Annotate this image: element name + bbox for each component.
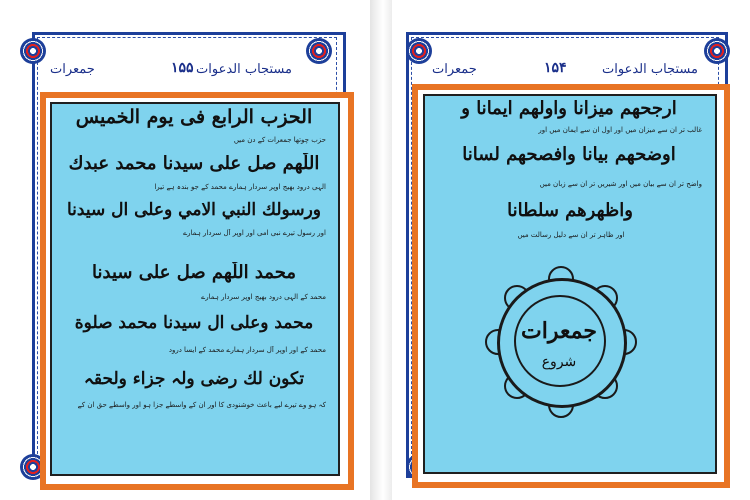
corner-flower-icon [704, 38, 730, 64]
arabic-line: واظھرھم سلطانا [507, 200, 633, 221]
day-label: جمعرات [432, 62, 477, 77]
book-gutter [370, 0, 392, 500]
translation-line: کہ ہو وے تیرے لیے باعث خوشنودی کا اور ان کے واسطے جزا ہو اور واسطے حق ان کے [77, 401, 326, 409]
corner-flower-icon [20, 38, 46, 64]
medallion-title: جمعرات [521, 318, 597, 344]
arabic-line: اللّٰھم صل علی سیدنا محمد عبدك [68, 153, 320, 174]
running-header-title: مستجاب الدعوات [602, 62, 698, 77]
translation-line: الہی درود بھیج اوپر سردار ہمارے محمد کے جو بندہ ہے تیرا [154, 183, 326, 191]
page-number: ۱۵۴ [544, 60, 567, 76]
running-header-title: مستجاب الدعوات [196, 62, 292, 77]
translation-line: محمد کے اور اوپر آل سردار ہمارے محمد کے ایسا درود [168, 346, 326, 354]
arabic-line: تكون لك رضى ولہ جزاء ولحقہ [83, 369, 305, 389]
arabic-line: محمد وعلی ال سیدنا محمد صلوة [74, 313, 314, 333]
corner-flower-icon [306, 38, 332, 64]
medallion-subtitle: شروع [541, 354, 577, 370]
arabic-line: محمد اللّٰھم صل علی سیدنا [92, 262, 296, 283]
arabic-line: ورسولك النبي الامي وعلى ال سيدنا [66, 200, 321, 220]
day-label: جمعرات [50, 62, 95, 77]
arabic-line: اوضحھم بیانا وافصحھم لسانا [462, 144, 676, 165]
translation-line: محمد کے الہی درود بھیج اوپر سردار ہمارے [201, 293, 326, 301]
translation-line: اور رسول تیرے نبی امی اور اوپر آل سردار ہمارے [183, 229, 326, 237]
translation-line: حزب چوتھا جمعرات کے دن میں [233, 136, 326, 144]
translation-line: اور ظاہر تر ان سے دلیل رسالت میں [517, 231, 625, 239]
corner-flower-icon [406, 38, 432, 64]
translation-line: غالب تر ان سے میزان میں اور اول ان سے ایمان میں اور [538, 126, 702, 134]
translation-line: واضح تر ان سے بیان میں اور شیریں تر ان سے زبان میں [539, 180, 702, 188]
arabic-line: ارجحھم میزانا واولھم ایمانا و [461, 98, 677, 119]
page-number: ۱۵۵ [171, 60, 194, 76]
arabic-line: الحزب الرابع فی یوم الخمیس [75, 106, 313, 128]
